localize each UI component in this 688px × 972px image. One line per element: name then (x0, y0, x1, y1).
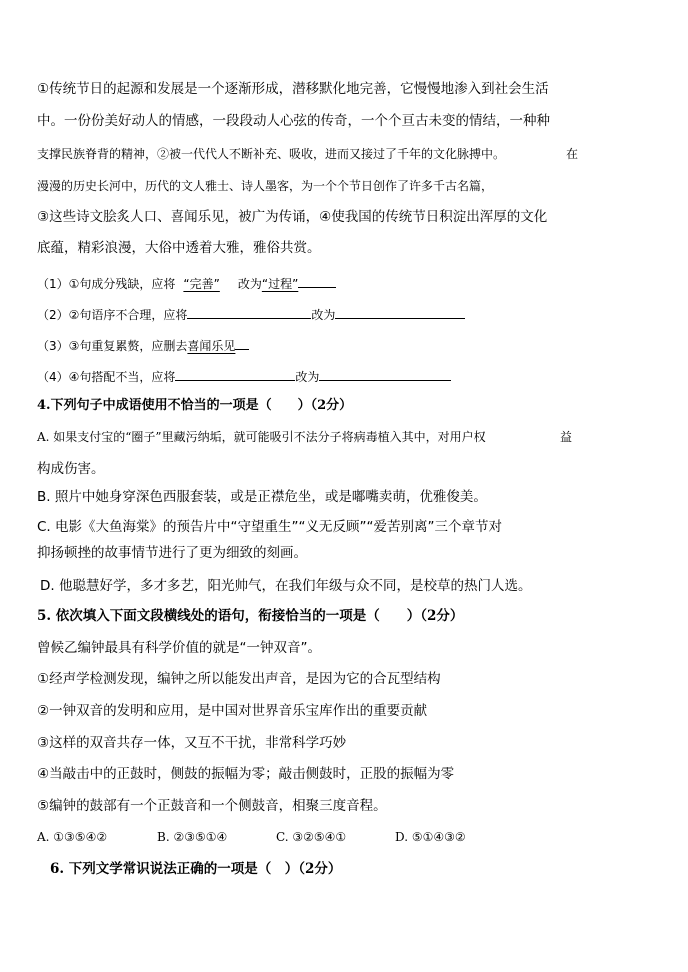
q5-option-c[interactable]: C. ③②⑤④① (276, 830, 347, 844)
q5-item-4: ④当敲击中的正鼓时，侧鼓的振幅为零；敲击侧鼓时，正股的振幅为零 (37, 766, 455, 782)
q4-option-a-line-1-tail: 益 (560, 430, 573, 444)
answer-blank[interactable] (235, 337, 249, 350)
passage-line-3-tail: 在 (566, 147, 579, 161)
q4-title: 4.下列句子中成语使用不恰当的一项是（ ）（2分） (37, 398, 353, 413)
q5-item-5: ⑤编钟的鼓部有一个正鼓音和一个侧鼓音，相聚三度音程。 (37, 798, 387, 814)
q3-sub-2 (37, 306, 465, 321)
q3-sub-4 (37, 368, 451, 383)
q4-option-a-line-1: A. 如果支付宝的“圈子”里藏污纳垢，就可能吸引不法分子将病毒植入其中，对用户权 (37, 430, 486, 444)
q4-option-d: D. 他聪慧好学，多才多艺，阳光帅气，在我们年级与众不同，是校草的热门人选。 (40, 578, 532, 594)
q5-title: 5. 依次填入下面文段横线处的语句，衔接恰当的一项是（ ）（2分） (37, 608, 464, 624)
answer-blank[interactable] (298, 275, 336, 288)
q3-sub-4-mid: 改为 (295, 370, 320, 384)
q3-sub-3-answer: 喜闻乐见 (187, 339, 236, 353)
passage-line-5: ③这些诗文脍炙人口、喜闻乐见，被广为传诵，④使我国的传统节日积淀出浑厚的文化 (37, 209, 548, 225)
q5-intro: 曾候乙编钟最具有科学价值的就是“一钟双音”。 (37, 640, 321, 656)
answer-blank[interactable] (335, 306, 465, 319)
q5-option-a[interactable]: A. ①③⑤④② (37, 830, 108, 844)
answer-blank[interactable] (187, 306, 311, 319)
passage-line-4: 漫漫的历史长河中，历代的文人雅士、诗人墨客，为一个个节日创作了许多千古名篇， (37, 179, 494, 193)
q3-sub-1-answer-2: “过程” (261, 277, 299, 291)
q5-item-1: ①经声学检测发现，编钟之所以能发出声音，是因为它的合瓦型结构 (37, 671, 441, 687)
q6-title: 6. 下列文学常识说法正确的一项是（ ）（2分） (50, 861, 342, 877)
passage-line-3: 支撑民族脊背的精神，②被一代代人不断补充、吸收，进而又接过了千年的文化脉搏中。 (37, 147, 506, 161)
q5-item-3: ③这样的双音共存一体，又互不干扰，非常科学巧妙 (37, 735, 347, 751)
q3-sub-2-prefix: （2）②句语序不合理，应将 (37, 308, 188, 322)
passage-line-6: 底蕴，精彩浪漫，大俗中透着大雅，雅俗共赏。 (37, 240, 321, 256)
q3-sub-1-answer-1: “完善” (183, 277, 220, 291)
passage-line-2: 中。一份份美好动人的情感，一段段动人心弦的传奇，一个个亘古未变的情结，一种种 (37, 113, 550, 129)
q3-sub-1 (37, 275, 336, 290)
q3-sub-2-mid: 改为 (311, 308, 336, 322)
q5-option-b[interactable]: B. ②③⑤①④ (157, 830, 228, 844)
q5-item-2: ②一钟双音的发明和应用，是中国对世界音乐宝库作出的重要贡献 (37, 703, 428, 719)
passage-line-1: ①传统节日的起源和发展是一个逐渐形成，潜移默化地完善，它慢慢地渗入到社会生活 (37, 81, 549, 97)
q5-option-d[interactable]: D. ⑤①④③② (395, 830, 466, 844)
q4-option-c-line-1: C. 电影《大鱼海棠》的预告片中“守望重生”“义无反顾”“爱苦别离”三个章节对 (37, 519, 502, 535)
answer-blank[interactable] (175, 368, 295, 381)
q3-sub-3-prefix: （3）③句重复累赘，应删去 (37, 339, 188, 353)
q4-option-c-line-2: 抑扬顿挫的故事情节进行了更为细致的刻画。 (37, 545, 307, 561)
q3-sub-4-prefix: （4）④句搭配不当，应将 (37, 370, 176, 384)
q3-sub-1-prefix: （1）①句成分残缺，应将 (37, 277, 176, 291)
answer-blank[interactable] (319, 368, 451, 381)
q3-sub-3 (37, 337, 249, 352)
q4-option-b: B. 照片中她身穿深色西服套装，或是正襟危坐，或是嘟嘴卖萌，优雅俊美。 (37, 489, 487, 505)
q3-sub-1-mid: 改为 (237, 277, 262, 291)
q4-option-a-line-2: 构成伤害。 (37, 461, 105, 477)
